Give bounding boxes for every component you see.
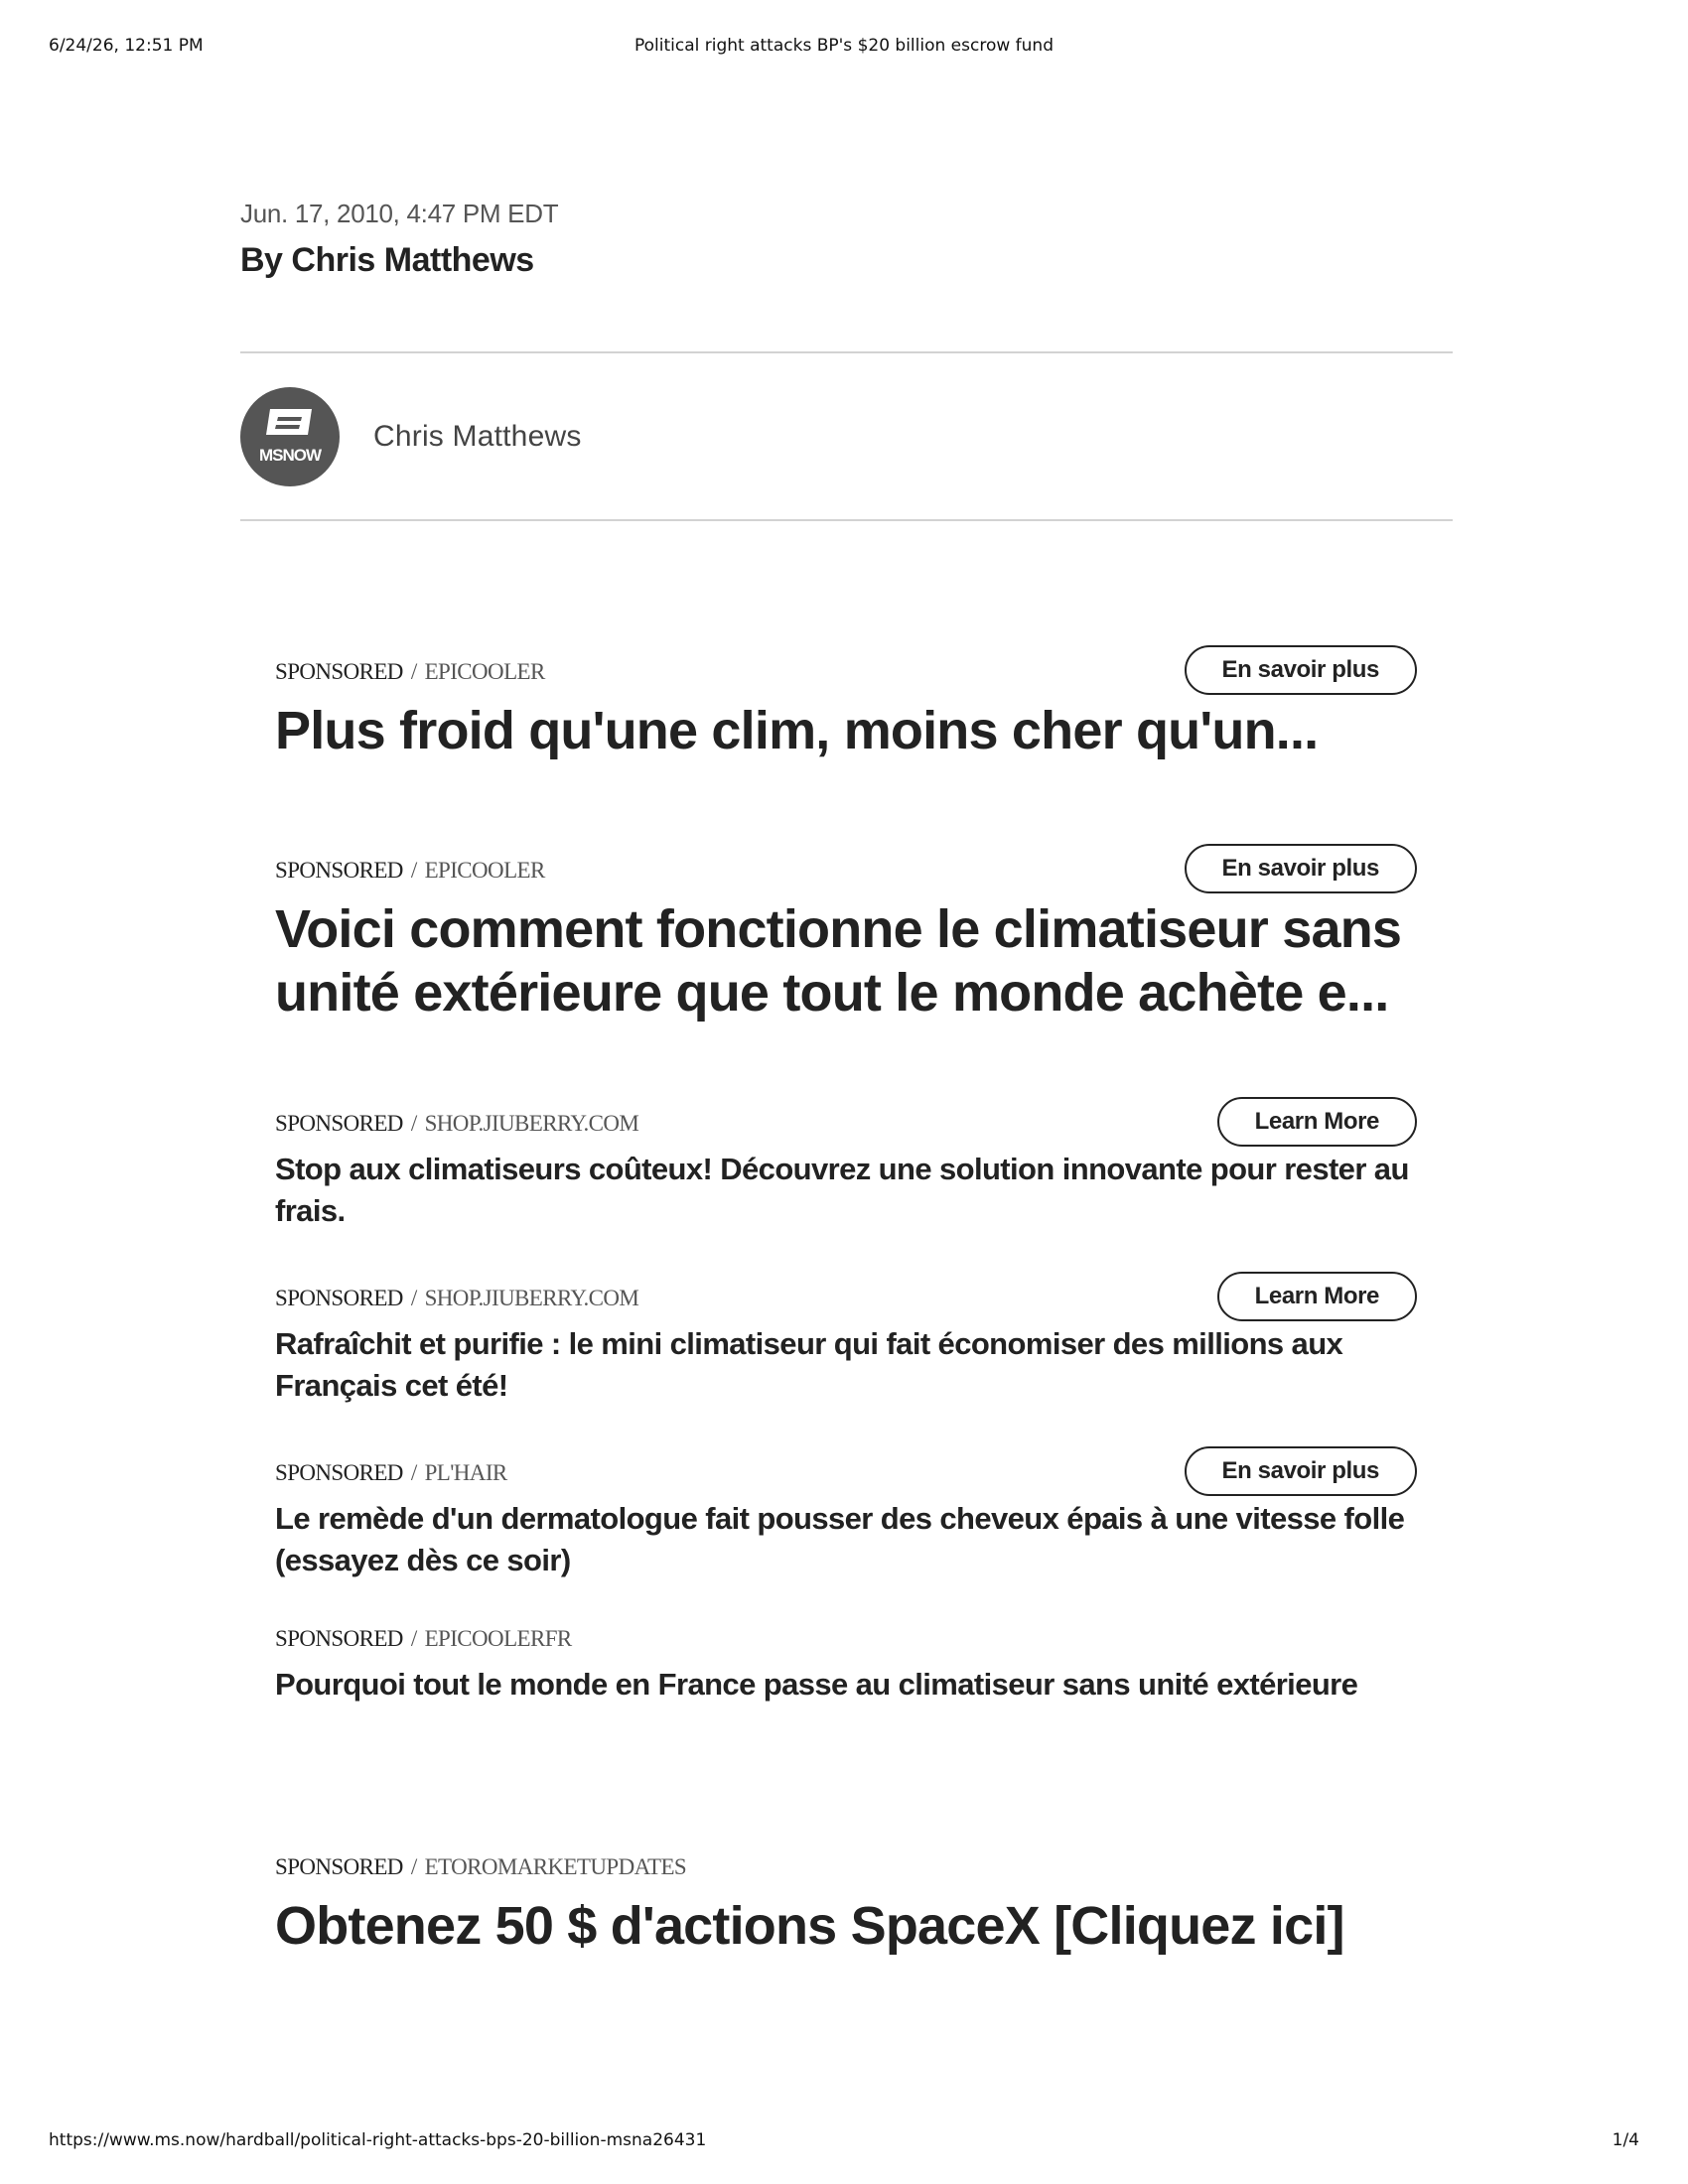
sponsored-item[interactable] [275,856,1417,1024]
sponsored-headline[interactable]: Le remède d'un dermatologue fait pousser des cheveux épais à une vitesse folle (essayez dès ce soir) [275,1501,1405,1577]
sponsored-item[interactable] [275,1109,1417,1232]
sponsored-item[interactable] [275,1624,1417,1706]
msnow-logo-avatar[interactable] [240,387,340,486]
divider [240,519,1453,521]
sponsor-name: EPICOOLER [424,659,545,684]
sponsor-name: ETOROMARKETUPDATES [424,1854,687,1879]
learn-more-button[interactable]: Learn More [1217,1097,1417,1147]
sponsored-item[interactable] [275,657,1417,762]
print-url[interactable]: https://www.ms.now/hardball/political-right-attacks-bps-20-billion-msna26431 [49,2130,707,2150]
sponsor-name: SHOP.JIUBERRY.COM [424,1286,639,1310]
sponsored-headline[interactable]: Plus froid qu'une clim, moins cher qu'un... [275,701,1319,760]
logo-text: MSNOW [258,446,322,465]
sponsor-name: EPICOOLERFR [424,1626,572,1651]
sponsor-name: EPICOOLER [424,858,545,883]
print-footer [49,2130,1639,2156]
sponsored-label: SPONSORED [275,1854,403,1879]
sponsored-item[interactable] [275,1852,1417,1958]
sponsor-name: SHOP.JIUBERRY.COM [424,1111,639,1136]
sponsor-name: PL'HAIR [424,1460,507,1485]
msnow-logo-icon [240,387,340,486]
sponsored-label: SPONSORED [275,659,403,684]
print-timestamp: 6/24/26, 12:51 PM [49,36,204,56]
sponsored-label: SPONSORED [275,1626,403,1651]
sponsored-source-line: SPONSORED / EPICOOLER [275,659,545,684]
sponsored-item[interactable] [275,1458,1417,1581]
article-byline: By Chris Matthews [240,241,534,279]
article-date: Jun. 17, 2010, 4:47 PM EDT [240,199,559,228]
sponsored-headline[interactable]: Obtenez 50 $ d'actions SpaceX [Cliquez ici] [275,1896,1344,1956]
sponsored-source-line: SPONSORED / PL'HAIR [275,1460,507,1485]
learn-more-button[interactable]: Learn More [1217,1272,1417,1321]
article-meta [240,199,558,280]
print-header [49,36,1639,62]
sponsored-source-line: SPONSORED / ETOROMARKETUPDATES [275,1854,687,1879]
sponsored-source-line: SPONSORED / EPICOOLER [275,858,545,883]
sponsored-source-line: SPONSORED / SHOP.JIUBERRY.COM [275,1111,639,1136]
sponsored-headline[interactable]: Pourquoi tout le monde en France passe au climatiseur sans unité extérieure [275,1667,1358,1702]
en-savoir-plus-button[interactable]: En savoir plus [1185,1446,1417,1496]
sponsored-label: SPONSORED [275,1111,403,1136]
divider [240,351,1453,353]
author-card[interactable] [240,387,582,486]
sponsored-source-line: SPONSORED / SHOP.JIUBERRY.COM [275,1286,639,1310]
sponsored-headline[interactable]: Stop aux climatiseurs coûteux! Découvrez une solution innovante pour rester au frais. [275,1152,1409,1228]
sponsored-headline[interactable]: Voici comment fonctionne le climatiseur sans unité extérieure que tout le monde achète e... [275,899,1402,1023]
sponsored-headline[interactable]: Rafraîchit et purifie : le mini climatiseur qui fait économiser des millions aux Français cet été! [275,1326,1343,1403]
en-savoir-plus-button[interactable]: En savoir plus [1185,844,1417,893]
sponsored-label: SPONSORED [275,1286,403,1310]
print-page-title: Political right attacks BP's $20 billion escrow fund [633,36,1054,56]
author-name[interactable]: Chris Matthews [373,420,582,453]
sponsored-item[interactable] [275,1284,1417,1407]
sponsored-label: SPONSORED [275,1460,403,1485]
sponsored-source-line: SPONSORED / EPICOOLERFR [275,1626,572,1651]
print-page-number: 1/4 [1612,2130,1639,2150]
en-savoir-plus-button[interactable]: En savoir plus [1185,645,1417,695]
sponsored-label: SPONSORED [275,858,403,883]
